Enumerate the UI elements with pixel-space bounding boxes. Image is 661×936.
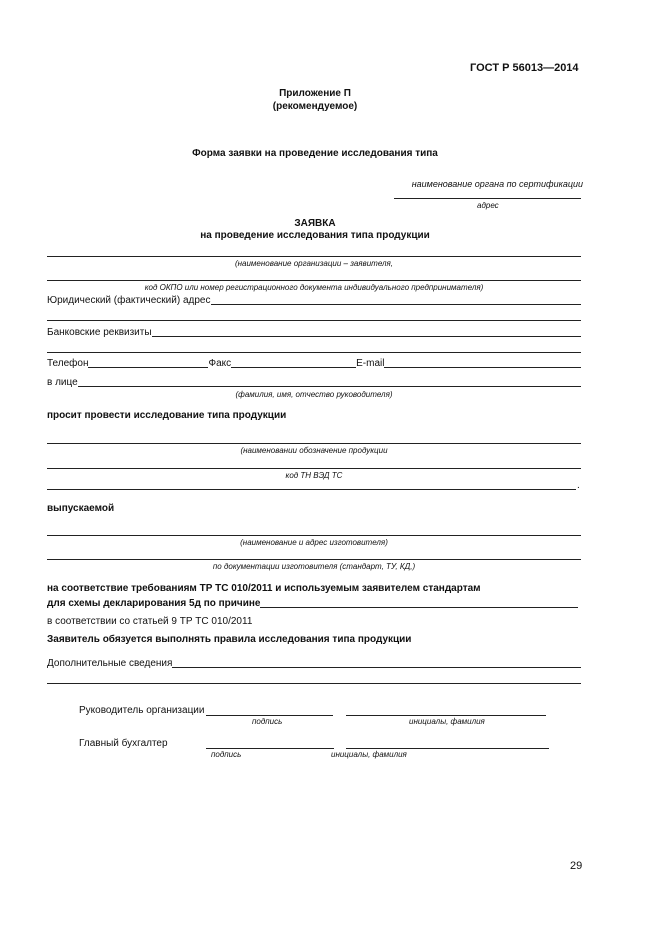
docs-hint: по документации изготовителя (стандарт, ТУ, КД,): [212, 562, 416, 571]
product-code-line[interactable]: [47, 468, 581, 469]
address-field[interactable]: [211, 304, 582, 305]
person-field[interactable]: [78, 386, 581, 387]
email-label: E-mail: [356, 358, 385, 369]
page-number: 29: [570, 860, 583, 872]
application-subtitle: на проведение исследования типа продукции: [200, 230, 430, 241]
extra-line-2[interactable]: [47, 683, 581, 684]
form-title: Форма заявки на проведение исследования типа: [192, 148, 438, 159]
org-name-line[interactable]: [47, 256, 581, 257]
bank-row: [47, 326, 581, 338]
scheme-label: для схемы декларирования 5д по причине: [47, 598, 261, 609]
compliance-line1: на соответствие требованиям ТР ТС 010/2011 и используемым заявителем стандартам: [47, 583, 481, 594]
phone-field[interactable]: [88, 367, 208, 368]
standard-number: ГОСТ Р 56013—2014: [470, 62, 579, 74]
product-name-hint: (наименовании обозначение продукции: [240, 446, 388, 455]
product-code-hint: код ТН ВЭД ТС: [285, 471, 343, 480]
appendix-note: (рекомендуемое): [272, 101, 358, 112]
okpo-hint: код ОКПО или номер регистрационного документа индивидуального предпринимателя): [144, 283, 484, 292]
contacts-row: [47, 357, 581, 369]
head-sign-line[interactable]: [206, 715, 333, 716]
manufacturer-line[interactable]: [47, 535, 581, 536]
docs-line[interactable]: [47, 559, 581, 560]
address-row: [47, 294, 581, 306]
product-extra-line[interactable]: [47, 489, 576, 490]
bank-label: Банковские реквизиты: [47, 327, 152, 338]
scheme-row: [47, 597, 581, 609]
accountant-label: Главный бухгалтер: [79, 738, 168, 749]
manufacturer-hint: (наименование и адрес изготовителя): [240, 538, 388, 547]
bank-field[interactable]: [152, 336, 581, 337]
person-hint: (фамилия, имя, отчество руководителя): [235, 390, 393, 399]
head-name-line[interactable]: [346, 715, 546, 716]
application-title: ЗАЯВКА: [294, 218, 336, 229]
person-label: в лице: [47, 377, 78, 388]
product-name-line[interactable]: [47, 443, 581, 444]
fax-field[interactable]: [231, 367, 356, 368]
obligation-text: Заявитель обязуется выполнять правила исследования типа продукции: [47, 634, 412, 645]
accountant-sign-line[interactable]: [206, 748, 334, 749]
okpo-line[interactable]: [47, 280, 581, 281]
head-name-hint: инициалы, фамилия: [409, 717, 485, 726]
cert-body-address-hint: адрес: [477, 201, 499, 210]
product-end-mark: .: [577, 480, 580, 491]
email-field[interactable]: [384, 367, 581, 368]
head-sign-hint: подпись: [252, 717, 283, 726]
compliance-line3: в соответствии со статьей 9 ТР ТС 010/2011: [47, 616, 253, 627]
fax-label: Факс: [208, 358, 232, 369]
scheme-reason-field[interactable]: [260, 607, 578, 608]
person-row: [47, 376, 581, 388]
address-line-2[interactable]: [47, 320, 581, 321]
cert-body-name-hint: наименование органа по сертификации: [411, 179, 583, 189]
address-label: Юридический (фактический) адрес: [47, 295, 211, 306]
org-name-hint: (наименование организации – заявителя,: [234, 259, 394, 268]
produced-label: выпускаемой: [47, 503, 115, 514]
product-request: просит провести исследование типа продукции: [47, 410, 287, 421]
extra-row: [47, 657, 581, 669]
accountant-name-hint: инициалы, фамилия: [331, 750, 407, 759]
phone-label: Телефон: [47, 358, 89, 369]
appendix-title: Приложение П: [279, 88, 351, 99]
extra-field[interactable]: [172, 667, 581, 668]
accountant-name-line[interactable]: [346, 748, 549, 749]
accountant-sign-hint: подпись: [211, 750, 242, 759]
head-label: Руководитель организации: [79, 705, 205, 716]
bank-line-2[interactable]: [47, 352, 581, 353]
extra-label: Дополнительные сведения: [47, 658, 173, 669]
cert-body-address-line: [394, 198, 581, 199]
